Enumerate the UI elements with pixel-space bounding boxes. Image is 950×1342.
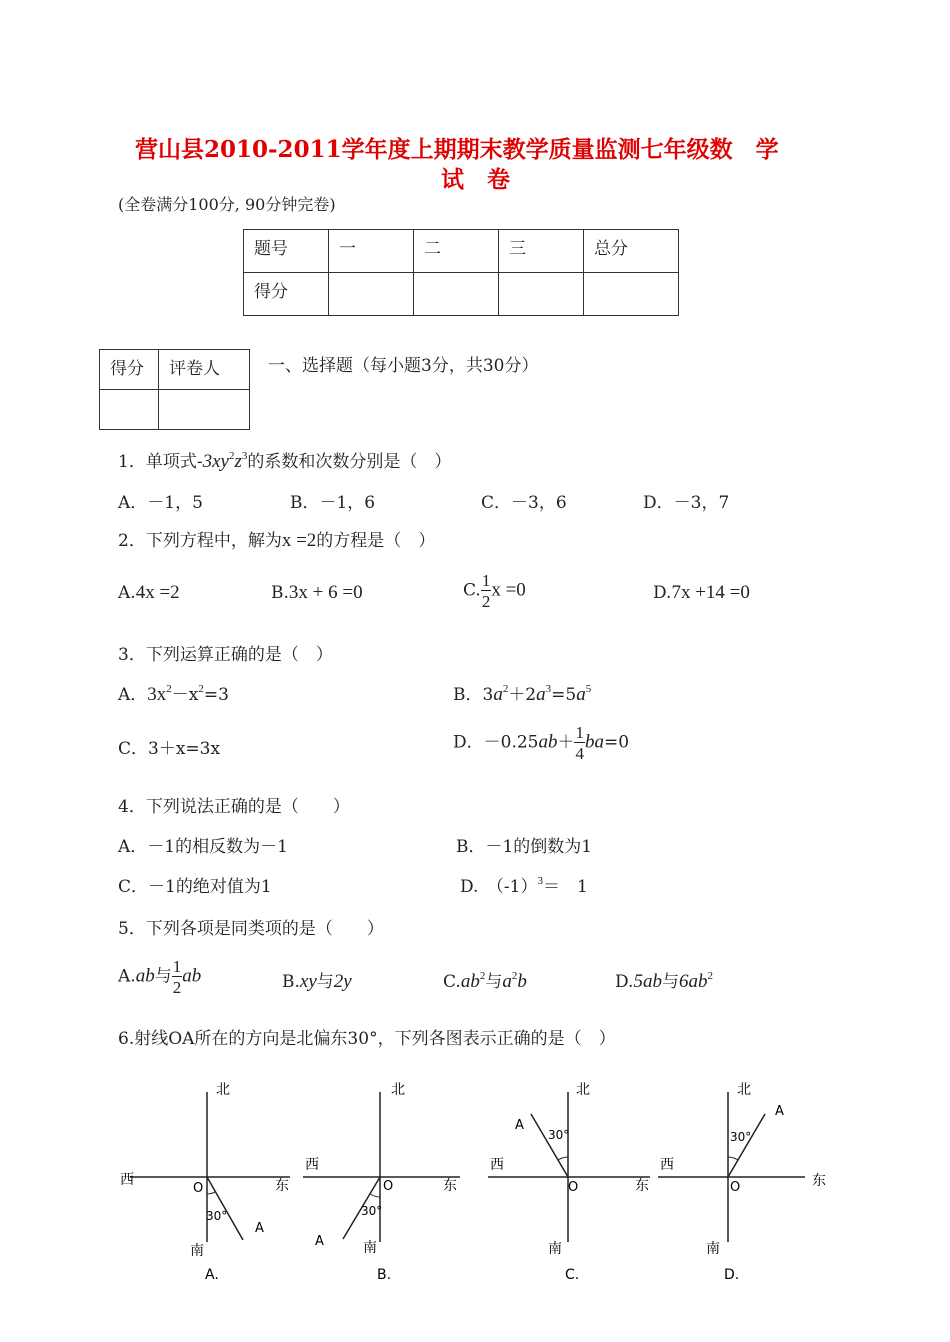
q3-b-exp2: 3 bbox=[545, 683, 552, 695]
label-angle: 30° bbox=[206, 1209, 228, 1223]
q5-a-num: 1 bbox=[172, 957, 182, 976]
q2-d-label: D. bbox=[653, 583, 672, 603]
q4-option-a: A．－1的相反数为－1 bbox=[118, 837, 288, 857]
q2-c-den: 2 bbox=[481, 592, 491, 611]
label-north: 北 bbox=[216, 1082, 230, 1098]
q3-a-label: A． bbox=[118, 685, 148, 705]
q3-a-result: =3 bbox=[203, 685, 229, 705]
grader-table bbox=[99, 349, 250, 430]
label-west: 西 bbox=[660, 1157, 674, 1173]
q3-a-exp2: 2 bbox=[198, 683, 204, 695]
q2-post: 的方程是（ ） bbox=[316, 531, 436, 551]
score-header-cell: 三 bbox=[499, 230, 584, 273]
q3-b-label: B．3 bbox=[453, 685, 494, 705]
q2-c-expr: x =0 bbox=[491, 579, 526, 601]
angle-arc bbox=[728, 1157, 738, 1160]
q3-b-plus: ＋2 bbox=[508, 685, 537, 705]
q5-b-label: B. bbox=[282, 972, 300, 992]
label-ray: A bbox=[775, 1104, 784, 1119]
diagram-a bbox=[110, 1072, 300, 1292]
label-origin: O bbox=[193, 1181, 204, 1196]
q5-option-c bbox=[443, 967, 527, 993]
q2-c-label: C. bbox=[463, 580, 481, 601]
question-2-stem bbox=[118, 526, 435, 552]
q1-option-d: D．－3，7 bbox=[643, 493, 730, 513]
q3-d-fraction bbox=[574, 724, 585, 762]
question-4-stem: 4．下列说法正确的是（ ） bbox=[118, 797, 350, 817]
q5-b-with: 与 bbox=[316, 972, 334, 992]
q5-c-label: C. bbox=[443, 972, 461, 992]
grader-cell bbox=[100, 390, 159, 430]
label-east: 东 bbox=[275, 1178, 289, 1194]
diagram-b bbox=[295, 1072, 475, 1292]
q3-d-num: 1 bbox=[575, 723, 584, 742]
score-cell bbox=[329, 273, 414, 316]
label-origin: O bbox=[383, 1179, 394, 1194]
q1-post: 的系数和次数分别是（ ） bbox=[247, 452, 452, 472]
label-angle: 30° bbox=[730, 1130, 752, 1144]
q2-c-fraction bbox=[481, 572, 492, 610]
label-east: 东 bbox=[443, 1178, 457, 1194]
label-west: 西 bbox=[490, 1157, 504, 1173]
q3-d-plus: ＋ bbox=[557, 732, 575, 753]
q3-d-label: D．－0.25 bbox=[453, 732, 539, 753]
q5-d-exp: 2 bbox=[707, 970, 713, 982]
q4-d-post: ＝ 1 bbox=[543, 877, 588, 897]
q3-option-b bbox=[453, 680, 591, 706]
label-south: 南 bbox=[706, 1241, 720, 1257]
ray-oa bbox=[728, 1114, 765, 1177]
q5-b-term2: 2y bbox=[333, 971, 352, 992]
question-5-stem: 5．下列各项是同类项的是（ ） bbox=[118, 919, 384, 939]
q3-b-var2: a bbox=[536, 684, 546, 705]
q3-b-eq: =5 bbox=[551, 685, 577, 705]
q5-c-exp2: 2 bbox=[511, 970, 518, 982]
q5-option-b bbox=[282, 967, 352, 993]
score-header-cell: 题号 bbox=[244, 230, 329, 273]
q2-d-expr: 7x +14 =0 bbox=[671, 582, 750, 603]
label-north: 北 bbox=[737, 1082, 751, 1098]
section-title: 一、选择题（每小题3分，共30分） bbox=[268, 356, 539, 376]
q4-d-pre: D. （-1） bbox=[460, 877, 538, 897]
q5-d-term1: 5ab bbox=[633, 971, 662, 992]
q3-option-c: C．3＋x=3x bbox=[118, 739, 221, 759]
label-north: 北 bbox=[391, 1082, 405, 1098]
score-header-cell: 二 bbox=[414, 230, 499, 273]
label-east: 东 bbox=[635, 1178, 649, 1194]
q5-b-term1: xy bbox=[299, 971, 317, 992]
q2-pre: 2．下列方程中，解为 bbox=[118, 531, 282, 551]
q2-option-a bbox=[118, 582, 180, 604]
q1-option-a: A．－1，5 bbox=[118, 493, 203, 513]
diagram-c bbox=[480, 1072, 660, 1292]
q2-b-expr: 3x + 6 =0 bbox=[288, 582, 363, 603]
score-header-cell: 总分 bbox=[584, 230, 679, 273]
q3-a-exp1: 2 bbox=[166, 683, 172, 695]
score-row-label: 得分 bbox=[244, 273, 329, 316]
caption-a: A. bbox=[205, 1267, 219, 1283]
grader-header-grader: 评卷人 bbox=[159, 350, 250, 390]
label-north: 北 bbox=[576, 1082, 590, 1098]
q4-d-exp: 3 bbox=[537, 875, 543, 887]
angle-arc bbox=[207, 1192, 215, 1194]
q1-pre: 1．单项式- bbox=[118, 452, 203, 472]
q3-b-exp3: 5 bbox=[585, 683, 592, 695]
caption-d: D. bbox=[724, 1267, 740, 1283]
label-angle: 30° bbox=[361, 1204, 383, 1218]
q3-a-term2: －x bbox=[171, 685, 199, 705]
label-west: 西 bbox=[305, 1157, 319, 1173]
grader-cell bbox=[159, 390, 250, 430]
q2-c-num: 1 bbox=[481, 571, 491, 590]
angle-arc bbox=[370, 1194, 380, 1197]
score-cell bbox=[499, 273, 584, 316]
q3-b-var3: a bbox=[576, 684, 586, 705]
q1-option-c: C．－3，6 bbox=[481, 493, 567, 513]
q5-a-den: 2 bbox=[172, 978, 182, 997]
q4-option-c: C．－1的绝对值为1 bbox=[118, 877, 272, 897]
exam-note: (全卷满分100分, 90分钟完卷) bbox=[118, 195, 336, 214]
q5-c-var: a bbox=[502, 971, 512, 992]
label-south: 南 bbox=[548, 1241, 562, 1257]
question-1-stem bbox=[118, 447, 451, 473]
q3-a-term1: 3x bbox=[147, 684, 167, 705]
q5-option-a bbox=[118, 958, 201, 996]
q5-d-label: D. bbox=[615, 972, 634, 992]
caption-b: B. bbox=[377, 1267, 392, 1283]
q5-c-term1: ab bbox=[460, 971, 480, 992]
q2-a-label: A. bbox=[118, 583, 136, 603]
q4-option-d bbox=[460, 872, 588, 897]
q3-option-a bbox=[118, 680, 229, 706]
question-6-stem: 6.射线OA所在的方向是北偏东30°，下列各图表示正确的是（ ） bbox=[118, 1029, 616, 1049]
q5-a-term2: ab bbox=[182, 965, 202, 987]
q1-exp-z: 3 bbox=[241, 450, 248, 462]
label-origin: O bbox=[730, 1180, 741, 1195]
q3-d-term2: ba bbox=[584, 731, 604, 753]
exam-title-line1: 营山县2010-2011学年度上期期末教学质量监测七年级数 学 bbox=[135, 136, 779, 163]
q3-d-result: =0 bbox=[603, 732, 630, 753]
q2-a-expr: 4x =2 bbox=[135, 582, 180, 603]
q1-expr-z: z bbox=[234, 451, 242, 472]
q3-d-term1: ab bbox=[538, 731, 558, 753]
q2-option-b bbox=[271, 582, 363, 604]
q3-b-var1: a bbox=[493, 684, 503, 705]
diagram-d bbox=[650, 1072, 840, 1292]
q5-c-with: 与 bbox=[485, 972, 503, 992]
score-cell bbox=[584, 273, 679, 316]
q5-a-fraction bbox=[172, 958, 183, 996]
label-south: 南 bbox=[363, 1240, 377, 1256]
q5-a-term1: ab bbox=[135, 965, 155, 987]
label-east: 东 bbox=[812, 1173, 826, 1189]
q4-option-b: B．－1的倒数为1 bbox=[456, 837, 593, 857]
q2-b-label: B. bbox=[271, 583, 289, 603]
q1-expr: 3xy bbox=[202, 451, 229, 472]
question-3-stem: 3．下列运算正确的是（ ） bbox=[118, 645, 333, 665]
q1-exp: 2 bbox=[228, 450, 235, 462]
label-south: 南 bbox=[190, 1243, 204, 1259]
score-header-cell: 一 bbox=[329, 230, 414, 273]
score-cell bbox=[414, 273, 499, 316]
q5-option-d bbox=[615, 967, 713, 993]
caption-c: C. bbox=[565, 1267, 580, 1283]
label-west: 西 bbox=[120, 1172, 134, 1188]
label-angle: 30° bbox=[548, 1128, 570, 1142]
q5-a-label: A. bbox=[118, 966, 136, 987]
grader-header-score: 得分 bbox=[100, 350, 159, 390]
label-origin: O bbox=[568, 1180, 579, 1195]
q2-option-c bbox=[463, 572, 526, 610]
score-table bbox=[243, 229, 679, 316]
q2-option-d bbox=[653, 582, 750, 604]
q1-option-b: B．－1，6 bbox=[290, 493, 376, 513]
q3-d-den: 4 bbox=[575, 744, 584, 763]
q3-option-d bbox=[453, 724, 629, 762]
q5-c-var2: b bbox=[517, 971, 527, 992]
exam-title-line2: 试 卷 bbox=[441, 166, 510, 193]
label-ray: A bbox=[515, 1118, 524, 1133]
angle-arc bbox=[558, 1157, 568, 1160]
q5-d-with: 与 bbox=[661, 972, 679, 992]
label-ray: A bbox=[255, 1221, 264, 1236]
q5-a-with: 与 bbox=[154, 966, 172, 987]
ray-oa bbox=[531, 1114, 568, 1177]
q5-c-exp1: 2 bbox=[479, 970, 486, 982]
q2-expr: x =2 bbox=[281, 530, 317, 551]
label-ray: A bbox=[315, 1234, 324, 1249]
q5-d-term2: 6ab bbox=[678, 971, 708, 992]
q3-b-exp1: 2 bbox=[502, 683, 509, 695]
